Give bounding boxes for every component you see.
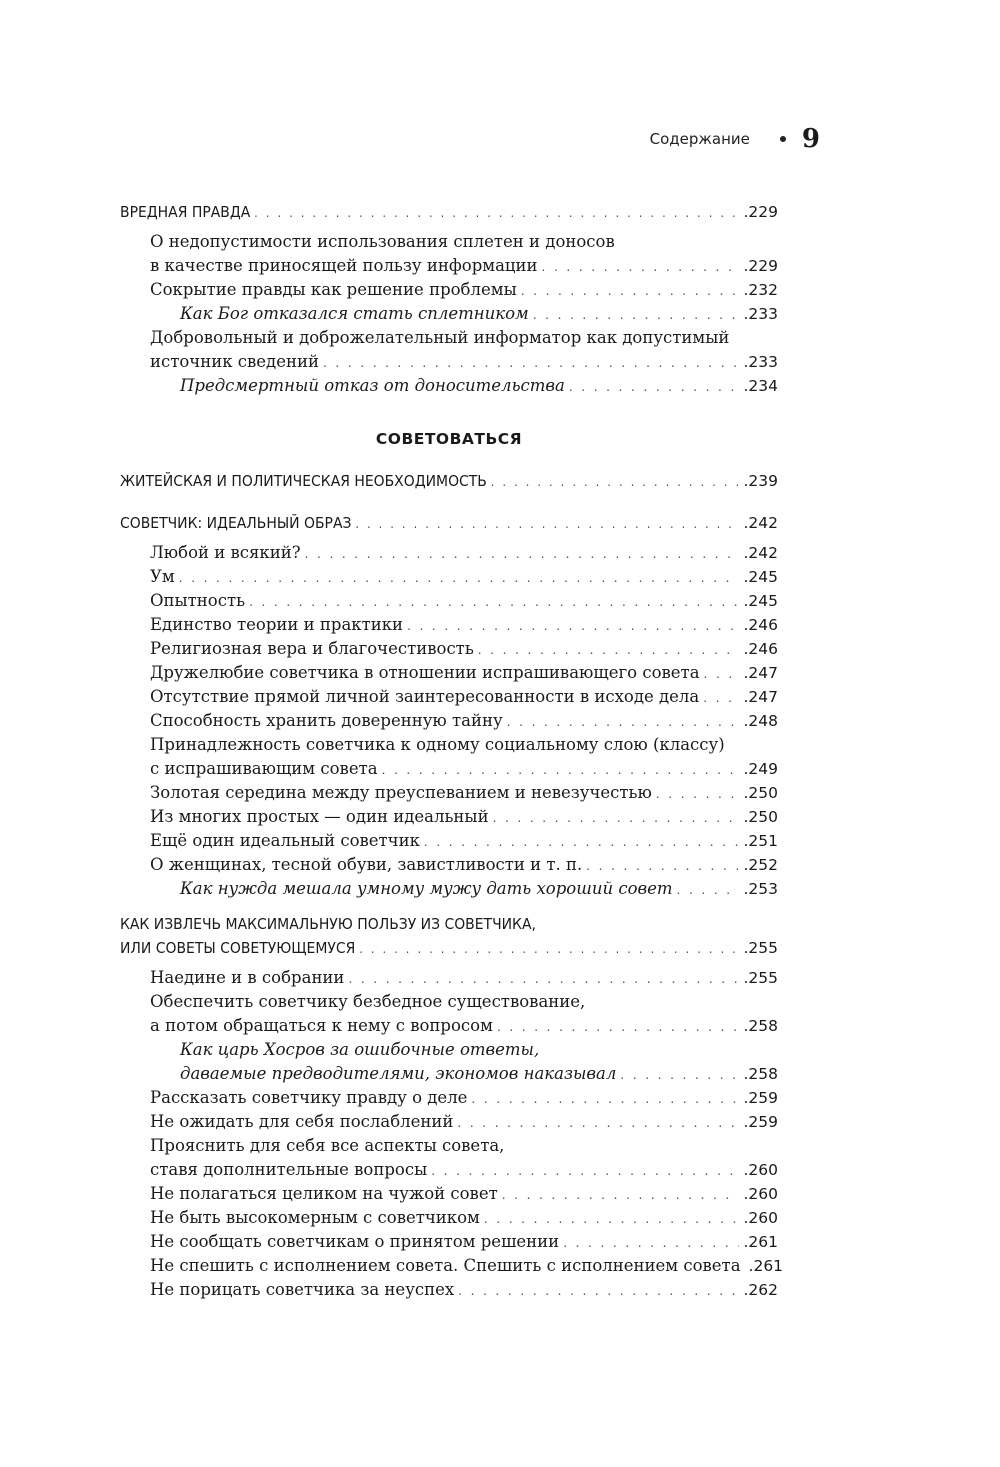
toc-entry [150, 1014, 778, 1038]
toc-entry [150, 1134, 778, 1158]
dot-leader [179, 568, 740, 589]
toc-entry-title: Как Бог отказался стать сплетником [180, 304, 529, 323]
toc-entry-title: Единство теории и практики [150, 615, 404, 634]
toc-entry-title: ставя дополнительные вопросы [150, 1160, 428, 1179]
toc-entry-page: .242 [743, 514, 778, 532]
toc-entry-page: .253 [743, 880, 778, 898]
dot-leader [704, 664, 740, 685]
toc-entry [150, 1182, 778, 1206]
toc-entry-title: Не ожидать для себя послаблений [150, 1112, 454, 1131]
dot-leader [471, 1089, 739, 1110]
toc-entry [150, 1278, 778, 1302]
toc-entry [150, 853, 778, 877]
toc-entry-title: Предсмертный отказ от доносительства [180, 376, 565, 395]
dot-leader [355, 514, 739, 535]
dot-leader [407, 616, 739, 637]
toc-entry-title: источник сведений [150, 352, 319, 371]
toc-entry-page: .261 [748, 1257, 784, 1275]
toc-entry [150, 1086, 778, 1110]
toc-entry [150, 637, 778, 661]
toc-entry-page: .259 [743, 1089, 778, 1107]
toc-entry-page: .260 [743, 1161, 778, 1179]
toc-entry-page: .261 [743, 1233, 778, 1251]
toc-entry-title: Добровольный и доброжелательный информатор как допустимый [150, 328, 730, 347]
toc-entry-title: Ещё один идеальный советчик [150, 831, 420, 850]
toc-entry-page: .247 [743, 664, 778, 682]
toc-entry [120, 200, 778, 224]
toc-entry-title: Не быть высокомерным с советчиком [150, 1208, 480, 1227]
dot-leader [493, 808, 740, 829]
dot-leader [305, 544, 740, 565]
toc-entry-page: .252 [743, 856, 778, 874]
dot-leader [533, 305, 740, 326]
toc-entry [150, 350, 778, 374]
toc-entry-title: О недопустимости использования сплетен и доносов [150, 232, 615, 251]
toc-entry [150, 781, 778, 805]
toc-entry [180, 1062, 778, 1086]
dot-leader [348, 969, 739, 990]
toc-entry-page: .232 [743, 281, 778, 299]
toc-entry [180, 877, 778, 901]
toc-entry [150, 1206, 778, 1230]
toc-entry [150, 1230, 778, 1254]
toc-entry-title: ЖИТЕЙСКАЯ И ПОЛИТИЧЕСКАЯ НЕОБХОДИМОСТЬ [120, 472, 487, 490]
toc-entry-page: .234 [743, 377, 778, 395]
toc-entry [150, 757, 778, 781]
dot-leader [563, 1233, 739, 1254]
dot-leader [254, 203, 739, 224]
toc-entry-page: .250 [743, 808, 778, 826]
dot-leader [458, 1281, 739, 1302]
page-number: 9 [801, 124, 820, 154]
toc-entry-title: ВРЕДНАЯ ПРАВДА [120, 203, 251, 221]
dot-leader [569, 377, 740, 398]
toc-entry-title: Способность хранить доверенную тайну [150, 711, 503, 730]
toc-entry-title: Не спешить с исполнением совета. Спешить с исполнением совета [150, 1256, 741, 1275]
dot-leader [507, 712, 740, 733]
toc-entry-title: Сокрытие правды как решение проблемы [150, 280, 517, 299]
toc-entry-page: .249 [743, 760, 778, 778]
toc-entry [150, 1110, 778, 1134]
toc-entry-title: Не сообщать советчикам о принятом решении [150, 1232, 560, 1251]
toc-entry-page: .260 [743, 1185, 778, 1203]
dot-leader [431, 1161, 739, 1182]
toc-entry [180, 302, 778, 326]
dot-leader [249, 592, 739, 613]
dot-leader [677, 880, 740, 901]
toc-entry-page: .251 [743, 832, 778, 850]
dot-leader [502, 1185, 740, 1206]
toc-entry-title: Золотая середина между преуспеванием и невезучестью [150, 783, 652, 802]
toc-entry-page: .262 [743, 1281, 778, 1299]
toc-entry-title: Религиозная вера и благочестивость [150, 639, 474, 658]
toc-entry [120, 912, 778, 936]
toc-entry [120, 511, 778, 535]
dot-leader [491, 472, 740, 493]
toc-entry-title: Принадлежность советчика к одному социальному слою (классу) [150, 735, 725, 754]
dot-leader [703, 688, 739, 709]
section-heading: СОВЕТОВАТЬСЯ [375, 430, 523, 448]
toc-entry-page: .255 [743, 969, 778, 987]
running-head [650, 124, 820, 154]
toc-entry-title: Ум [150, 567, 175, 586]
toc-entry-page: .255 [743, 939, 778, 957]
dot-leader [478, 640, 740, 661]
toc-entry-title: Из многих простых — один идеальный [150, 807, 489, 826]
toc-entry-title: Не полагаться целиком на чужой совет [150, 1184, 498, 1203]
dot-leader [359, 939, 739, 960]
dot-leader [457, 1113, 739, 1134]
toc-entry-title: Рассказать советчику правду о деле [150, 1088, 468, 1107]
toc-entry [150, 565, 778, 589]
toc-entry [150, 326, 778, 350]
dot-leader [484, 1209, 740, 1230]
toc-entry [150, 805, 778, 829]
toc-entry [150, 685, 778, 709]
toc-entry [150, 829, 778, 853]
dot-leader [620, 1065, 739, 1086]
toc-entry-page: .258 [743, 1065, 778, 1083]
toc-entry-page: .250 [743, 784, 778, 802]
toc-entry [150, 589, 778, 613]
toc-entry-page: .245 [743, 568, 778, 586]
toc-entry [150, 254, 778, 278]
toc-entry [150, 613, 778, 637]
toc-entry-title: а потом обращаться к нему с вопросом [150, 1016, 493, 1035]
toc-entry-title: с испрашивающим совета [150, 759, 378, 778]
toc-entry-page: .239 [743, 472, 778, 490]
dot-leader [424, 832, 740, 853]
toc-entry-title: Как нужда мешала умному мужу дать хороший совет [180, 879, 673, 898]
toc-entry-title: Не порицать советчика за неуспех [150, 1280, 455, 1299]
toc-entry-page: .233 [743, 305, 778, 323]
toc-entry-page: .242 [743, 544, 778, 562]
toc-entry-page: .260 [743, 1209, 778, 1227]
dot-leader [656, 784, 740, 805]
toc-entry-title: Любой и всякий? [150, 543, 301, 562]
toc-entry-title: Обеспечить советчику безбедное существование, [150, 992, 586, 1011]
toc-entry-page: .233 [743, 353, 778, 371]
bullet-icon [780, 136, 786, 142]
dot-leader [521, 281, 740, 302]
dot-leader [323, 353, 740, 374]
toc-entry [150, 966, 778, 990]
toc-entry-title: Дружелюбие советчика в отношении испрашивающего совета [150, 663, 700, 682]
toc-entry-page: .245 [743, 592, 778, 610]
toc-entry-title: в качестве приносящей пользу информации [150, 256, 538, 275]
toc-entry-page: .247 [743, 688, 778, 706]
toc-entry-page: .259 [743, 1113, 778, 1131]
toc-entry-title: СОВЕТЧИК: ИДЕАЛЬНЫЙ ОБРАЗ [120, 514, 352, 532]
toc-entry [150, 733, 778, 757]
toc-entry-page: .258 [743, 1017, 778, 1035]
toc-entry-title: О женщинах, тесной обуви, завистливости и т. п. [150, 855, 583, 874]
toc-entry-page: .248 [743, 712, 778, 730]
toc-entry [180, 1038, 778, 1062]
dot-leader [497, 1017, 740, 1038]
toc-entry [150, 661, 778, 685]
toc-entry [150, 990, 778, 1014]
toc-entry-page: .246 [743, 616, 778, 634]
dot-leader [382, 760, 740, 781]
toc-entry-title: КАК ИЗВЛЕЧЬ МАКСИМАЛЬНУЮ ПОЛЬЗУ ИЗ СОВЕТЧИКА, [120, 915, 536, 933]
toc-entry-title: Отсутствие прямой личной заинтересованности в исходе дела [150, 687, 700, 706]
toc-entry-title: Наедине и в собрании [150, 968, 345, 987]
dot-leader [586, 856, 739, 877]
toc-entry [150, 1158, 778, 1182]
toc-entry-title: Опытность [150, 591, 246, 610]
toc-entry-title: Как царь Хосров за ошибочные ответы, [180, 1040, 540, 1059]
toc-entry-title: ИЛИ СОВЕТЫ СОВЕТУЮЩЕМУСЯ [120, 939, 356, 957]
toc-entry-page: .246 [743, 640, 778, 658]
toc-entry [120, 936, 778, 960]
toc-entry-title: даваемые предводителями, экономов наказывал [180, 1064, 617, 1083]
toc-entry [150, 230, 778, 254]
toc-entry [180, 374, 778, 398]
toc-entry [150, 709, 778, 733]
toc-entry-title: Прояснить для себя все аспекты совета, [150, 1136, 505, 1155]
running-head-title: Содержание [649, 130, 750, 148]
toc-entry [150, 541, 778, 565]
toc-entry-page: .229 [743, 257, 778, 275]
toc-entry [150, 278, 778, 302]
toc-entry [120, 469, 778, 493]
toc-entry [150, 1254, 784, 1278]
dot-leader [542, 257, 740, 278]
toc-entry-page: .229 [743, 203, 778, 221]
